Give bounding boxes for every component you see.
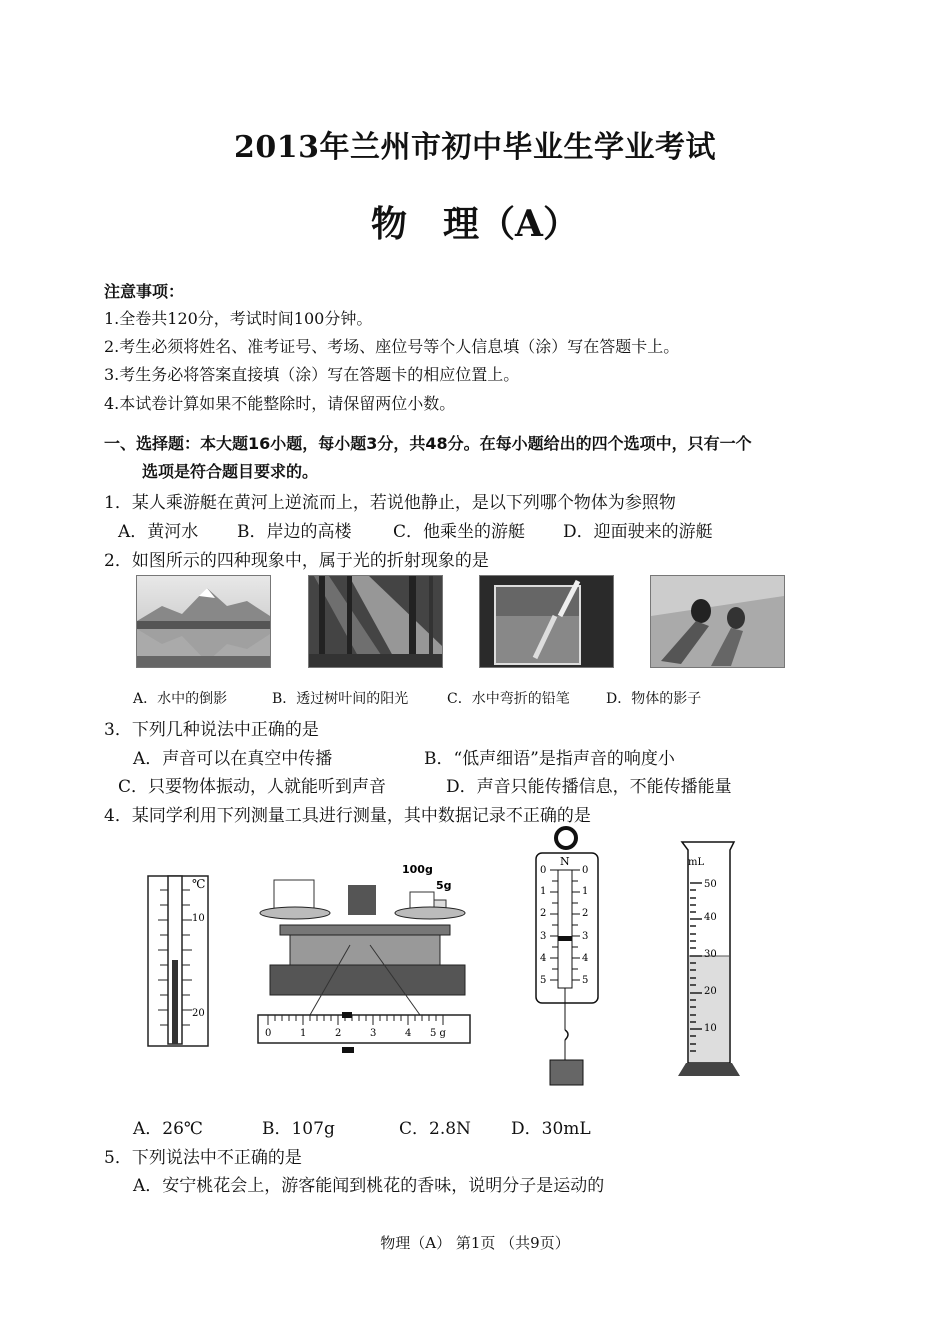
balance-scale-2: 2 bbox=[335, 1028, 342, 1039]
balance-scale-3: 3 bbox=[370, 1028, 377, 1039]
mountain-reflection-photo bbox=[136, 575, 271, 668]
cylinder-tick-20: 20 bbox=[704, 986, 717, 997]
q3-option-d: D．声音只能传播信息，不能传播能量 bbox=[446, 777, 732, 797]
notice-heading: 注意事项： bbox=[104, 282, 185, 301]
q1-option-b: B．岸边的高楼 bbox=[237, 522, 352, 542]
q2-option-b: B．透过树叶间的阳光 bbox=[272, 691, 409, 707]
q1-option-c: C．他乘坐的游艇 bbox=[393, 522, 526, 542]
cylinder-tick-10: 10 bbox=[704, 1023, 717, 1034]
notice-item: 4.本试卷计算如果不能整除时，请保留两位小数。 bbox=[104, 394, 456, 413]
thermometer-label-10: 10 bbox=[192, 913, 205, 924]
notice-item: 3.考生务必将答案直接填（涂）写在答题卡的相应位置上。 bbox=[104, 365, 520, 384]
exam-title: 2013年兰州市初中毕业生学业考试 bbox=[234, 130, 716, 165]
weight-100g-label: 100g bbox=[402, 863, 433, 876]
q4-option-c: C．2.8N bbox=[399, 1119, 471, 1139]
balance-scale-5: 5 g bbox=[430, 1028, 446, 1039]
spring-tick-left: 5 bbox=[540, 975, 547, 986]
section-heading-cont: 选项是符合题目要求的。 bbox=[142, 462, 319, 481]
spring-scale-figure bbox=[530, 825, 605, 1090]
balance-scale-4: 4 bbox=[405, 1028, 412, 1039]
q4-option-d: D．30mL bbox=[511, 1119, 591, 1139]
spring-tick-right: 4 bbox=[582, 953, 589, 964]
balance-figure bbox=[250, 860, 480, 1060]
sunlight-trees-photo bbox=[308, 575, 443, 668]
spring-tick-left: 1 bbox=[540, 886, 547, 897]
bent-pencil-photo bbox=[479, 575, 614, 668]
spring-tick-right: 0 bbox=[582, 865, 589, 876]
notice-item: 1.全卷共120分，考试时间100分钟。 bbox=[104, 309, 373, 328]
cylinder-unit: mL bbox=[688, 857, 705, 868]
spring-tick-left: 2 bbox=[540, 908, 547, 919]
cylinder-tick-50: 50 bbox=[704, 879, 717, 890]
page-footer: 物理（A） 第1页 （共9页） bbox=[380, 1234, 570, 1252]
shadow-photo bbox=[650, 575, 785, 668]
thermometer-label-20: 20 bbox=[192, 1008, 205, 1019]
notice-item: 2.考生必须将姓名、准考证号、考场、座位号等个人信息填（涂）写在答题卡上。 bbox=[104, 337, 680, 356]
exam-subtitle: 物 理（A） bbox=[371, 203, 579, 245]
q1-option-a: A．黄河水 bbox=[118, 522, 199, 542]
question-2-stem: 2．如图所示的四种现象中，属于光的折射现象的是 bbox=[104, 551, 489, 571]
balance-scale-1: 1 bbox=[300, 1028, 307, 1039]
spring-tick-left: 4 bbox=[540, 953, 547, 964]
q1-option-d: D．迎面驶来的游艇 bbox=[563, 522, 713, 542]
section-heading: 一、选择题：本大题16小题，每小题3分，共48分。在每小题给出的四个选项中，只有一个 bbox=[104, 434, 752, 453]
q3-option-a: A．声音可以在真空中传播 bbox=[133, 749, 333, 769]
q4-option-a: A．26℃ bbox=[133, 1119, 203, 1139]
question-4-stem: 4．某同学利用下列测量工具进行测量，其中数据记录不正确的是 bbox=[104, 806, 591, 826]
cylinder-tick-40: 40 bbox=[704, 912, 717, 923]
graduated-cylinder-figure bbox=[674, 838, 746, 1083]
question-1-stem: 1．某人乘游艇在黄河上逆流而上，若说他静止，是以下列哪个物体为参照物 bbox=[104, 493, 676, 513]
balance-scale-0: 0 bbox=[265, 1028, 272, 1039]
q4-option-b: B．107g bbox=[262, 1119, 335, 1139]
spring-tick-right: 5 bbox=[582, 975, 589, 986]
question-3-stem: 3．下列几种说法中正确的是 bbox=[104, 720, 319, 740]
thermometer-unit: ℃ bbox=[192, 877, 206, 891]
q5-option-a: A．安宁桃花会上，游客能闻到桃花的香味，说明分子是运动的 bbox=[133, 1176, 605, 1196]
cylinder-tick-30: 30 bbox=[704, 949, 717, 960]
spring-tick-right: 3 bbox=[582, 931, 589, 942]
thermometer-figure bbox=[140, 870, 220, 1050]
question-5-stem: 5．下列说法中不正确的是 bbox=[104, 1148, 302, 1168]
q2-option-d: D．物体的影子 bbox=[606, 691, 702, 707]
spring-tick-right: 2 bbox=[582, 908, 589, 919]
spring-scale-unit: N bbox=[560, 855, 570, 868]
spring-tick-left: 0 bbox=[540, 865, 547, 876]
q2-option-a: A．水中的倒影 bbox=[133, 691, 228, 707]
spring-tick-left: 3 bbox=[540, 931, 547, 942]
q3-option-c: C．只要物体振动，人就能听到声音 bbox=[118, 777, 387, 797]
weight-5g-label: 5g bbox=[436, 879, 452, 892]
spring-tick-right: 1 bbox=[582, 886, 589, 897]
q2-option-c: C．水中弯折的铅笔 bbox=[447, 691, 570, 707]
q3-option-b: B．“低声细语”是指声音的响度小 bbox=[424, 749, 675, 769]
